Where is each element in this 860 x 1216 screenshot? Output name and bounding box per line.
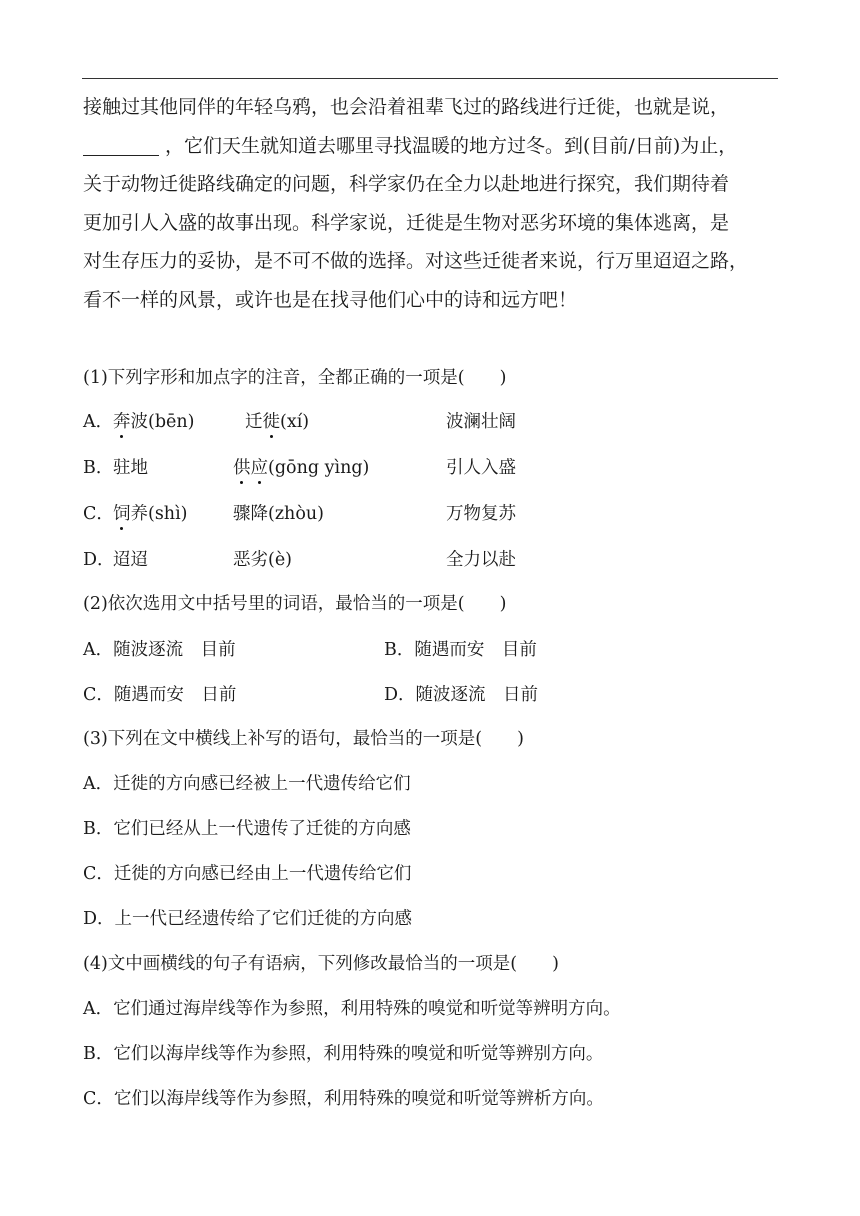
q3-option-a: A．迁徙的方向感已经被上一代遗传给它们: [83, 774, 411, 794]
q1-option-b-word2: 供应(gōng yìng): [233, 454, 369, 479]
q1-option-c-word1: 饲养(shì): [113, 500, 188, 525]
q1-option-b-word3: 引人入盛: [446, 458, 516, 478]
q1-option-c-label: C．: [83, 504, 114, 524]
q1-option-c-word2: 骤降(zhòu): [233, 504, 324, 524]
q1-option-d-word2: 恶劣(è): [233, 550, 293, 570]
passage-line: 看不一样的风景，或许也是在找寻他们心中的诗和远方吧！: [83, 288, 578, 311]
q1-option-d-word3: 全力以赴: [446, 550, 516, 570]
question-4-stem: (4)文中画横线的句子有语病，下列修改最恰当的一项是( ): [83, 954, 559, 974]
q1-option-d-label: D．: [83, 550, 115, 570]
q3-option-b: B．它们已经从上一代遗传了迁徙的方向感: [83, 819, 411, 839]
question-3-stem: (3)下列在文中横线上补写的语句，最恰当的一项是( ): [83, 729, 524, 749]
fill-blank: [83, 135, 159, 156]
q1-option-a-label: A．: [83, 412, 114, 432]
q2-option-b: B．随遇而安 目前: [384, 640, 537, 660]
q1-option-a-word3: 波澜壮阔: [446, 412, 516, 432]
header-rule: [82, 78, 778, 79]
q4-option-c: C．它们以海岸线等作为参照，利用特殊的嗅觉和听觉等辨析方向。: [83, 1089, 604, 1109]
passage-line: 关于动物迁徙路线确定的问题，科学家仍在全力以赴地进行探究，我们期待着: [83, 173, 730, 195]
passage-line: 更加引人入盛的故事出现。科学家说，迁徙是生物对恶劣环境的集体逃离，是: [83, 211, 730, 234]
q3-option-c: C．迁徙的方向感已经由上一代遗传给它们: [83, 864, 412, 884]
passage-line: ，它们天生就知道去哪里寻找温暖的地方过冬。到(目前/日前)为止，: [83, 127, 783, 166]
q1-option-a-word1: 奔波(bēn): [113, 408, 194, 433]
q1-option-b-label: B．: [83, 458, 114, 478]
passage: [83, 88, 783, 319]
q2-option-d: D．随波逐流 日前: [384, 685, 539, 705]
q1-option-b-word1: 驻地: [113, 458, 148, 478]
q2-option-c: C．随遇而安 日前: [83, 685, 237, 705]
question-1-stem: (1)下列字形和加点字的注音，全都正确的一项是( ): [83, 368, 507, 388]
q1-option-c-word3: 万物复苏: [446, 504, 516, 524]
q1-option-a-word2: 迁徙(xí): [245, 408, 309, 433]
q4-option-a: A．它们通过海岸线等作为参照，利用特殊的嗅觉和听觉等辨明方向。: [83, 999, 621, 1019]
q4-option-b: B．它们以海岸线等作为参照，利用特殊的嗅觉和听觉等辨别方向。: [83, 1044, 604, 1064]
question-2-stem: (2)依次选用文中括号里的词语，最恰当的一项是( ): [83, 594, 507, 614]
passage-line: 接触过其他同伴的年轻乌鸦，也会沿着祖辈飞过的路线进行迁徙，也就是说，: [83, 96, 730, 118]
passage-line: 对生存压力的妥协，是不可不做的选择。对这些迁徙者来说，行万里迢迢之路，: [83, 250, 749, 272]
q1-option-d-word1: 迢迢: [113, 550, 148, 570]
q2-option-a: A．随波逐流 目前: [83, 640, 236, 660]
q3-option-d: D．上一代已经遗传给了它们迁徙的方向感: [83, 909, 413, 929]
